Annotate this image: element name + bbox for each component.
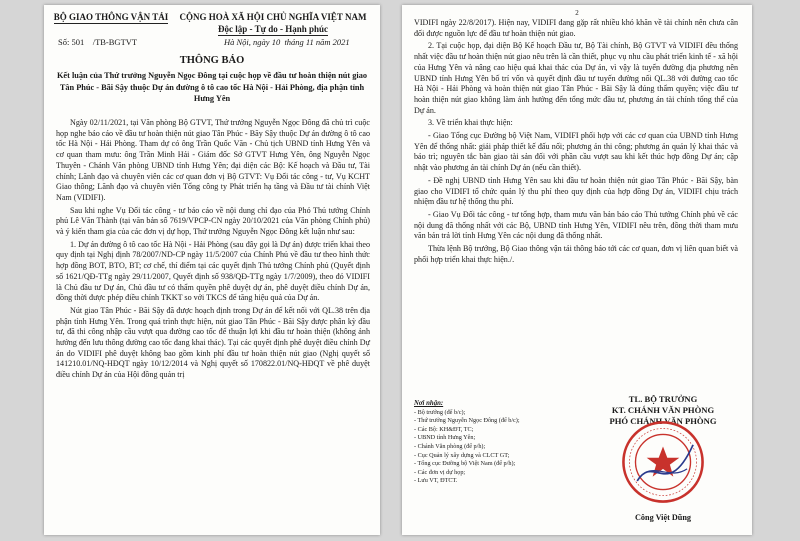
signature-line-3: PHÓ CHÁNH VĂN PHÒNG xyxy=(609,416,717,426)
paragraph: VIDIFI ngày 22/8/2017). Hiện nay, VIDIFI đang gặp rất nhiều khó khăn về tài chính nên chưa cân đối được nguồn lực để đầu tư hoàn thiện nút giao. xyxy=(414,18,738,38)
recipient-item: - Lưu VT, ĐTCT. xyxy=(414,477,458,485)
recipient-item: - Bộ trưởng (để b/c); xyxy=(414,408,466,416)
recipient-item: - Cục Quản lý xây dựng và CLCT GT; xyxy=(414,451,510,459)
page-number: 2 xyxy=(575,9,579,17)
paragraph: - Giao Vụ Đối tác công - tư tổng hợp, tham mưu văn bản báo cáo Thủ tướng Chính phủ về các nội dung đã thống nhất với các Bộ, UBND tỉnh Hưng Yên, VIDIFI nêu trên, đồng thời tham mưu văn bản trả lời tỉnh Hưng Yên các nội dung đã thống nhất. xyxy=(414,209,738,241)
paragraph: Thừa lệnh Bộ trưởng, Bộ Giao thông vận tải thông báo tới các cơ quan, đơn vị liên quan biết và phối hợp triển khai thực hiện./. xyxy=(414,244,738,264)
recipient-item: - Các đơn vị dự họp; xyxy=(414,468,466,476)
recipient-item: - Thứ trưởng Nguyễn Ngọc Đông (để b/c); xyxy=(414,417,520,425)
document-page-1 xyxy=(44,5,380,535)
paragraph: 3. Về triển khai thực hiện: xyxy=(428,118,513,128)
paragraph: 2. Tại cuộc họp, đại diện Bộ Kế hoạch Đầu tư, Bộ Tài chính, Bộ GTVT và VIDIFI đều thống nhất việc đầu tư hoàn thiện nút giao nêu trên là cần thiết, phục vụ nhu cầu phát triển kinh tế - xã hội của Hưng Yên và nâng cao hiệu quả khai thác của Dự án, vì vậy là tuyến đường địa phương nên UBND tỉnh Hưng Yên bố trí vốn và quyết định đầu tư tuyến đường nối QL.38 với đường cao tốc Hà Nội - Hải Phòng và hoàn thiện nút giao Tân Phúc - Bãi Sậy là đúng thẩm quyền; việc đầu tư hoàn thiện nút giao không làm ảnh hưởng đến tổng mức đầu tư, phương án tài chính tổng thể của Dự án. xyxy=(414,41,738,115)
paragraph: Sau khi nghe Vụ Đối tác công - tư báo cáo về nội dung chỉ đạo của Phó Thủ tướng Chính phủ Lê Văn Thành (tại văn bản số 7619/VPCP-CN ngày 20/10/2021 của Văn phòng Chính phủ) và ý kiến tham gia của các đơn vị dự họp, Thứ trưởng Nguyễn Ngọc Đông kết luận như sau: xyxy=(56,205,370,237)
document-page-2 xyxy=(402,5,752,535)
recipient-item: - Chánh Văn phòng (để p/h); xyxy=(414,442,486,450)
paragraph: - Giao Tổng cục Đường bộ Việt Nam, VIDIFI phối hợp với các cơ quan của UBND tỉnh Hưng Yên để thống nhất: giải pháp thiết kế đấu nối; phương án thi công; phương án quản lý khai thác và bảo trì; nguyên tắc bàn giao tài sản đối với phần cầu vượt sau khi kết thúc hợp đồng Dự án; cập nhật vào phương án tài chính Dự án (nếu cần thiết). xyxy=(414,131,738,173)
document-date: Hà Nội, ngày 10 tháng 11 năm 2021 xyxy=(224,37,350,47)
page1-body xyxy=(56,118,370,383)
national-motto: Độc lập - Tự do - Hạnh phúc xyxy=(217,24,328,34)
document-number: Số: 501 /TB-BGTVT xyxy=(58,37,138,47)
signature-block xyxy=(578,394,748,522)
recipients-label: Nơi nhận: xyxy=(414,400,444,407)
signer-name: Công Việt Dũng xyxy=(635,513,691,522)
paragraph: 1. Dự án đường ô tô cao tốc Hà Nội - Hải Phòng (sau đây gọi là Dự án) được triển khai theo quy định tại Nghị định 78/2007/ND-CP ngày 11/5/2007 của Chính Phủ về đầu tư theo hình thức hợp đồng BOT, BTO, BT; cơ chế, thí điểm tại các quyết định Thủ tướng Chính phủ (Quyết định số 1621/QĐ-TTg ngày 29/11/2007, Quyết định số 938/QĐ-TTg ngày 1/7/2009), theo đó VIDIFI là Chủ đầu tư Dự án, Chủ đầu tư có thẩm quyền phê duyệt dự án, phê duyệt điều chỉnh Dự án, đồng thời được phép điều chỉnh TKKT so với TKCS để tăng hiệu quả của Dự án. xyxy=(56,239,370,303)
page2-body xyxy=(414,18,738,267)
document-title: THÔNG BÁO xyxy=(179,55,245,66)
recipient-item: - Tổng cục Đường bộ Việt Nam (để p/h); xyxy=(414,460,516,468)
signature-line-1: TL. BỘ TRƯỞNG xyxy=(628,394,698,404)
agency-header xyxy=(52,11,170,24)
paragraph: Nút giao Tân Phúc - Bãi Sậy đã được hoạch định trong Dự án để kết nối với QL.38 trên địa phận tỉnh Hưng Yên. Trong quá trình thực hiện, nút giao Tân Phúc - Bãi Sậy được phân kỳ đầu tư, đã thi công nhập cầu vượt qua đường cao tốc để thuận lợi khi đầu tư hoàn thiện (không ảnh hưởng đến lưu thông đường cao tốc đang khai thác). Tại các quyết định phê duyệt điều chỉnh Dự án do VIDIFI phê duyệt không bao gồm kinh phí đầu tư hoàn thiện nút giao (Nghị quyết số 141210.01/NQ-HĐQT ngày 10/12/2014 và Nghị quyết số 170822.01/NQ-HĐQT về phê duyệt điều chỉnh Dự án của Hội đồng quản trị xyxy=(56,305,370,380)
recipient-item: - UBND tỉnh Hưng Yên; xyxy=(414,434,476,442)
agency-name: BỘ GIAO THÔNG VẬN TẢI xyxy=(53,12,169,22)
paragraph: Ngày 02/11/2021, tại Văn phòng Bộ GTVT, Thứ trưởng Nguyễn Ngọc Đông đã chủ trì cuộc họp nghe báo cáo về đầu tư hoàn thiện nút giao Tân Phúc - Bãy Sậy thuộc Dự án đường ô tô cao tốc Hà Nội - Hải Phòng. Tham dự có ông Trần Quốc Văn - Chủ tịch UBND tỉnh Hưng Yên và cơ quan tham mưu: ông Trần Minh Hải - Giám đốc Sở GTVT Hưng Yên, ông Nguyễn Ngọc Thuyên - Chánh Văn phòng UBND tỉnh Hưng Yên; đại diện các Bộ: Kế hoạch và Đầu tư, Tài chính; Lãnh đạo và chuyên viên các cơ quan đơn vị Bộ GTVT: Vụ Đối tác công - tư, Vụ KCHT Giao thông; Lãnh đạo và chuyên viên Tổng công ty Phát triển hạ tầng và Đầu tư tài chính Việt Nam (VIDIFI). xyxy=(56,118,370,202)
recipient-item: - Các Bộ: KH&ĐT, TC; xyxy=(414,425,474,433)
official-seal-icon xyxy=(620,419,706,505)
recipients-block xyxy=(414,400,554,486)
nation-name: CỘNG HOÀ XÃ HỘI CHỦ NGHĨA VIỆT NAM xyxy=(179,12,367,22)
signature-line-2: KT. CHÁNH VĂN PHÒNG xyxy=(611,405,715,415)
paragraph: - Đề nghị UBND tỉnh Hưng Yên sau khi đầu tư hoàn thiện nút giao Tân Phúc - Bãi Sậy, bàn giao cho VIDIFI tổ chức quản lý thu phí theo quy định của hợp đồng Dự án, VIDIFI chịu trách nhiệm đầu tư hệ thống thu phí. xyxy=(414,175,738,207)
national-header xyxy=(170,11,376,36)
document-subtitle: Kết luận của Thứ trưởng Nguyễn Ngọc Đông tại cuộc họp về đầu tư hoàn thiện nút giao Tân Phúc - Bãi Sậy thuộc Dự án đường ô tô cao tốc Hà Nội - Hải Phòng, địa phận tỉnh Hưng Yên xyxy=(56,71,368,103)
